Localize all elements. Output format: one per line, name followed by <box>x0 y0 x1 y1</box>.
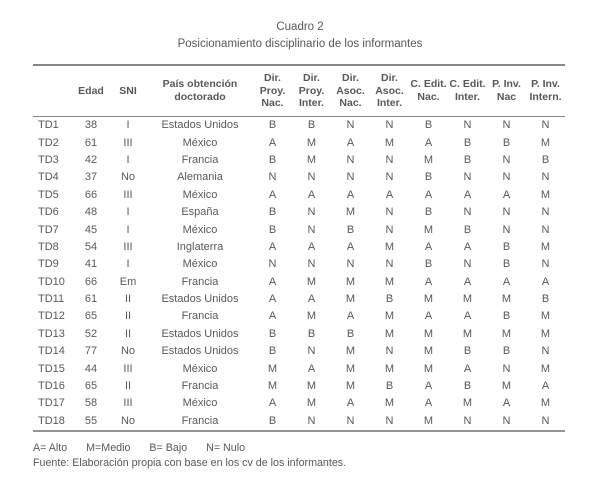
table-cell: N <box>541 171 550 184</box>
table-cell: N <box>385 223 394 236</box>
table-cell: III <box>123 397 133 410</box>
table-cell: A <box>502 275 511 288</box>
table-cell: M <box>345 293 356 306</box>
table-cell: 38 <box>84 119 98 132</box>
table-cell: A <box>424 240 433 253</box>
table-cell: B <box>463 345 472 358</box>
column-header: P. Inv. Intern. <box>529 78 562 103</box>
table-cell: M <box>267 362 278 375</box>
table-cell: II <box>124 310 132 323</box>
table-row <box>33 395 565 412</box>
table-cell: III <box>123 362 133 375</box>
table-cell: M <box>462 293 473 306</box>
table-cell: 66 <box>84 275 98 288</box>
table-cell: N <box>346 153 355 166</box>
table-cell: N <box>307 171 316 184</box>
table-cell: III <box>123 136 133 149</box>
table-row <box>33 273 565 290</box>
table-row <box>33 134 565 151</box>
table-cell: M <box>384 327 395 340</box>
table-row <box>33 221 565 238</box>
table-cell: B <box>463 136 472 149</box>
table-cell: N <box>346 119 355 132</box>
table-cell: Francia <box>181 414 219 427</box>
row-label: TD13 <box>38 327 65 340</box>
table-cell: N <box>385 206 394 219</box>
table-cell: B <box>268 119 277 132</box>
table-cell: A <box>463 362 472 375</box>
table-cell: M <box>462 327 473 340</box>
table-cell: M <box>384 362 395 375</box>
table-row <box>33 238 565 255</box>
table-cell: N <box>541 119 550 132</box>
table-cell: B <box>502 240 511 253</box>
table-cell: México <box>182 223 218 236</box>
legend-item-alto: A= Alto <box>33 441 68 454</box>
table-cell: N <box>346 258 355 271</box>
table-cell: N <box>385 345 394 358</box>
table-cell: M <box>384 397 395 410</box>
table-cell: B <box>268 153 277 166</box>
table-cell: B <box>424 171 433 184</box>
table-row <box>33 360 565 377</box>
table-cell: I <box>126 223 130 236</box>
table-cell: 58 <box>84 397 98 410</box>
table-cell: M <box>345 380 356 393</box>
table-cell: México <box>182 397 218 410</box>
table-row <box>33 290 565 307</box>
table-cell: Francia <box>181 153 219 166</box>
table-title: Posicionamiento disciplinario de los informantes <box>177 38 423 50</box>
table-cell: M <box>540 188 551 201</box>
table-cell: B <box>502 310 511 323</box>
row-label: TD18 <box>38 414 65 427</box>
table-cell: 45 <box>84 223 98 236</box>
table-cell: M <box>423 327 434 340</box>
table-cell: I <box>126 258 130 271</box>
table-cell: I <box>126 206 130 219</box>
table-cell: N <box>385 258 394 271</box>
table-cell: A <box>385 188 394 201</box>
table-cell: M <box>345 275 356 288</box>
table-cell: N <box>502 223 511 236</box>
table-cell: N <box>307 223 316 236</box>
legend <box>33 442 600 454</box>
table-cell: II <box>124 293 132 306</box>
row-label: TD2 <box>38 136 59 149</box>
column-header <box>33 65 73 116</box>
table-cell: A <box>307 188 316 201</box>
table-cell: N <box>463 258 472 271</box>
table-row <box>33 151 565 168</box>
table-cell: A <box>424 310 433 323</box>
table-cell: B <box>268 414 277 427</box>
table-cell: M <box>462 397 473 410</box>
table-cell: A <box>268 136 277 149</box>
table-cell: N <box>268 258 277 271</box>
table-cell: M <box>423 362 434 375</box>
column-header: SNI <box>119 84 137 97</box>
table-cell: M <box>423 153 434 166</box>
table-cell: Inglaterra <box>176 240 224 253</box>
table-row <box>33 377 565 394</box>
row-label: TD14 <box>38 345 65 358</box>
table-cell: 37 <box>84 171 98 184</box>
table-cell: 55 <box>84 414 98 427</box>
table-cell: N <box>541 345 550 358</box>
table-cell: M <box>423 414 434 427</box>
table-cell: 41 <box>84 258 98 271</box>
table-cell: N <box>541 258 550 271</box>
table-header-row <box>33 65 565 116</box>
table-cell: B <box>502 258 511 271</box>
table-cell: I <box>126 153 130 166</box>
table-cell: A <box>502 188 511 201</box>
table-cell: A <box>541 275 550 288</box>
table-row <box>33 308 565 325</box>
row-label: TD3 <box>38 153 59 166</box>
table-cell: M <box>306 310 317 323</box>
table-cell: 48 <box>84 206 98 219</box>
table-cell: N <box>307 345 316 358</box>
table-cell: B <box>424 258 433 271</box>
table-cell: 61 <box>84 136 98 149</box>
table-cell: M <box>306 275 317 288</box>
table-cell: A <box>268 310 277 323</box>
table-cell: No <box>120 171 136 184</box>
table-cell: M <box>501 293 512 306</box>
table-row <box>33 203 565 220</box>
table-cell: B <box>307 327 316 340</box>
table-cell: B <box>541 153 550 166</box>
table-cell: A <box>502 397 511 410</box>
table-cell: M <box>306 153 317 166</box>
table-cell: A <box>463 240 472 253</box>
table-cell: N <box>463 119 472 132</box>
table-cell: No <box>120 345 136 358</box>
table-cell: A <box>424 397 433 410</box>
table-cell: M <box>384 310 395 323</box>
table-cell: México <box>182 258 218 271</box>
column-header: C. Edit. Nac. <box>410 78 447 103</box>
table-cell: M <box>423 345 434 358</box>
table-cell: A <box>268 240 277 253</box>
table-cell: Estados Unidos <box>161 119 239 132</box>
table-cell: N <box>541 206 550 219</box>
table-cell: B <box>502 136 511 149</box>
table-cell: II <box>124 327 132 340</box>
table-cell: A <box>268 188 277 201</box>
table-cell: M <box>423 223 434 236</box>
table-cell: N <box>502 206 511 219</box>
table-cell: B <box>268 223 277 236</box>
table-cell: M <box>423 293 434 306</box>
table-cell: A <box>424 275 433 288</box>
table-cell: B <box>463 153 472 166</box>
row-label: TD16 <box>38 380 65 393</box>
table-cell: M <box>540 136 551 149</box>
column-header: Edad <box>78 84 104 97</box>
table-cell: B <box>424 119 433 132</box>
column-header: Dir. Asoc. Inter. <box>375 72 404 109</box>
table-cell: B <box>268 345 277 358</box>
table-cell: B <box>424 206 433 219</box>
table-cell: A <box>424 188 433 201</box>
table-cell: A <box>307 362 316 375</box>
table-cell: Estados Unidos <box>161 293 239 306</box>
table-cell: Alemania <box>177 171 223 184</box>
table-cell: B <box>463 380 472 393</box>
table-row <box>33 343 565 360</box>
table-cell: Francia <box>181 310 219 323</box>
table-cell: N <box>502 362 511 375</box>
table-cell: A <box>424 136 433 149</box>
table-cell: N <box>385 414 394 427</box>
column-header: Dir. Proy. Nac. <box>259 72 286 109</box>
row-label: TD4 <box>38 171 59 184</box>
table-cell: M <box>345 206 356 219</box>
table-cell: A <box>268 293 277 306</box>
table-cell: N <box>268 171 277 184</box>
table-cell: Estados Unidos <box>161 345 239 358</box>
table-cell: 54 <box>84 240 98 253</box>
table-cell: A <box>268 397 277 410</box>
table-cell: B <box>346 327 355 340</box>
table-cell: A <box>346 310 355 323</box>
table-cell: A <box>463 310 472 323</box>
table-cell: N <box>385 171 394 184</box>
table-cell: A <box>268 275 277 288</box>
table-caption <box>0 0 600 53</box>
table-cell: A <box>307 240 316 253</box>
table-cell: España <box>181 206 219 219</box>
table-cell: A <box>424 380 433 393</box>
table-cell: A <box>307 293 316 306</box>
table-cell: N <box>502 171 511 184</box>
table-cell: A <box>346 188 355 201</box>
legend-item-bajo: B= Bajo <box>149 441 188 454</box>
table-row <box>33 412 565 430</box>
table-cell: A <box>463 275 472 288</box>
table-cell: M <box>267 380 278 393</box>
table-cell: M <box>501 327 512 340</box>
row-label: TD10 <box>38 275 65 288</box>
table-cell: 77 <box>84 345 98 358</box>
column-header: C. Edit. Inter. <box>449 78 486 103</box>
table-cell: M <box>384 136 395 149</box>
table-cell: Francia <box>181 275 219 288</box>
table-cell: M <box>384 240 395 253</box>
row-label: TD15 <box>38 362 65 375</box>
informants-table <box>33 64 565 432</box>
table-cell: 52 <box>84 327 98 340</box>
table-cell: N <box>541 223 550 236</box>
row-label: TD1 <box>38 119 59 132</box>
row-label: TD11 <box>38 293 65 306</box>
table-cell: 61 <box>84 293 98 306</box>
table-row <box>33 256 565 273</box>
table-cell: N <box>307 206 316 219</box>
row-label: TD17 <box>38 397 65 410</box>
table-cell: B <box>502 345 511 358</box>
table-cell: III <box>123 240 133 253</box>
legend-item-medio: M=Medio <box>86 441 131 454</box>
table-cell: México <box>182 136 218 149</box>
table-row <box>33 186 565 203</box>
table-cell: N <box>346 171 355 184</box>
table-cell: Francia <box>181 380 219 393</box>
table-cell: B <box>541 293 550 306</box>
table-row <box>33 169 565 186</box>
table-cell: 42 <box>84 153 98 166</box>
table-cell: N <box>502 414 511 427</box>
table-cell: B <box>268 206 277 219</box>
table-cell: B <box>385 293 394 306</box>
source-note: Fuente: Elaboración propia con base en los cv de los informantes. <box>33 456 347 469</box>
row-label: TD6 <box>38 206 59 219</box>
table-body <box>33 116 565 431</box>
column-header: Dir. Asoc. Nac. <box>336 72 365 109</box>
row-label: TD12 <box>38 310 65 323</box>
table-cell: 65 <box>84 380 98 393</box>
table-cell: 66 <box>84 188 98 201</box>
table-cell: I <box>126 119 130 132</box>
table-cell: M <box>540 362 551 375</box>
table-cell: N <box>307 258 316 271</box>
legend-item-nulo: N= Nulo <box>206 441 246 454</box>
table-cell: II <box>124 380 132 393</box>
table-cell: M <box>345 345 356 358</box>
table-cell: III <box>123 188 133 201</box>
table-cell: N <box>463 414 472 427</box>
table-cell: A <box>541 380 550 393</box>
row-label: TD5 <box>38 188 59 201</box>
column-header: País obtención doctorado <box>162 78 238 103</box>
table-cell: N <box>502 153 511 166</box>
table-number: Cuadro 2 <box>276 21 324 33</box>
table-cell: M <box>306 397 317 410</box>
table-cell: B <box>346 223 355 236</box>
table-cell: M <box>384 275 395 288</box>
table-cell: 44 <box>84 362 98 375</box>
column-header: P. Inv. Nac <box>492 78 521 103</box>
table-cell: N <box>463 206 472 219</box>
table-cell: A <box>346 136 355 149</box>
table-cell: México <box>182 188 218 201</box>
row-label: TD9 <box>38 258 59 271</box>
table-cell: Estados Unidos <box>161 327 239 340</box>
table-cell: B <box>463 223 472 236</box>
table-cell: B <box>268 327 277 340</box>
table-cell: N <box>346 414 355 427</box>
table-cell: B <box>385 380 394 393</box>
table-cell: N <box>307 414 316 427</box>
row-label: TD7 <box>38 223 59 236</box>
table-cell: M <box>540 327 551 340</box>
table-cell: N <box>463 171 472 184</box>
table-cell: N <box>541 414 550 427</box>
table-cell: M <box>540 397 551 410</box>
table-cell: M <box>306 136 317 149</box>
table-cell: M <box>501 380 512 393</box>
column-header: Dir. Proy. Inter. <box>298 72 325 109</box>
table-cell: M <box>306 380 317 393</box>
table-cell: A <box>463 188 472 201</box>
table-cell: A <box>346 240 355 253</box>
table-cell: N <box>502 119 511 132</box>
table-row <box>33 116 565 134</box>
table-cell: Em <box>119 275 137 288</box>
table-cell: México <box>182 362 218 375</box>
table-cell: M <box>540 310 551 323</box>
table-cell: 65 <box>84 310 98 323</box>
table-cell: No <box>120 414 136 427</box>
table-cell: N <box>385 119 394 132</box>
table-cell: A <box>346 397 355 410</box>
table-cell: M <box>345 362 356 375</box>
table-cell: N <box>385 153 394 166</box>
row-label: TD8 <box>38 240 59 253</box>
table-row <box>33 325 565 342</box>
table-cell: B <box>307 119 316 132</box>
table-cell: M <box>540 240 551 253</box>
